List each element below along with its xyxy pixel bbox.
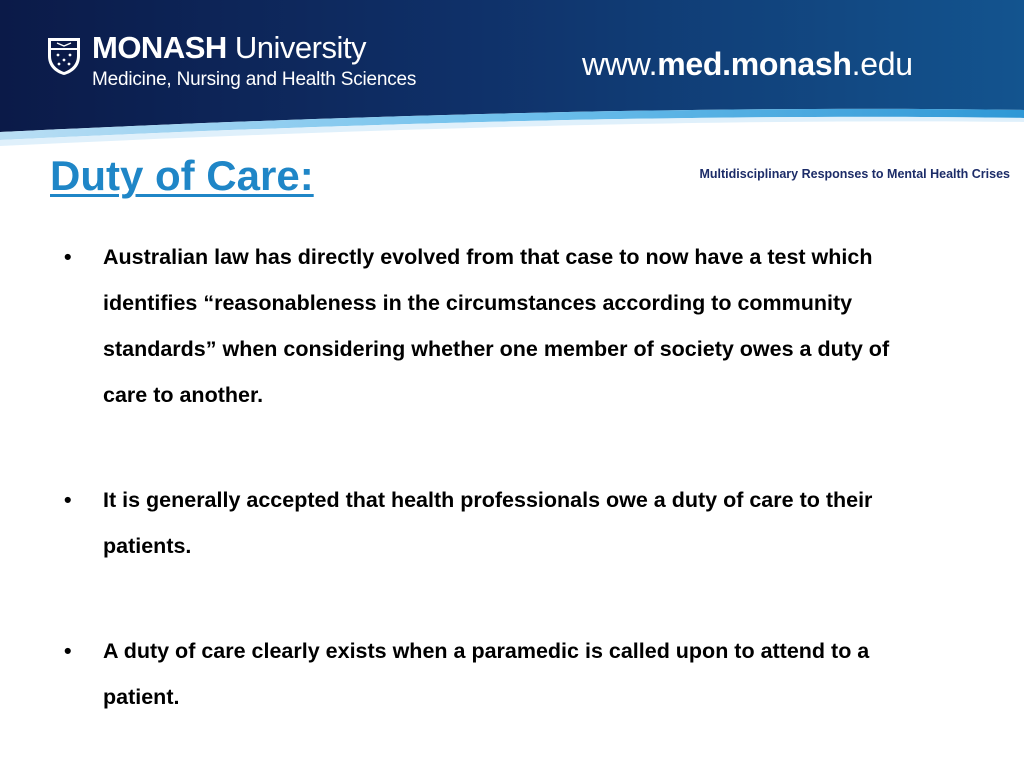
list-item — [60, 628, 895, 720]
bullet-text: A duty of care clearly exists when a paramedic is called upon to attend to a patient. — [103, 639, 870, 709]
faculty-url[interactable]: www.med.monash.edu — [582, 46, 913, 82]
bullet-text: It is generally accepted that health professionals owe a duty of care to their patients. — [103, 488, 873, 558]
bullet-marker: • — [64, 488, 72, 512]
header-banner — [0, 0, 1024, 150]
bullet-text: Australian law has directly evolved from that case to now have a test which identifies “reasonableness in the circumstances according to community standards” when considering whether one member of society owes a duty of care to another. — [103, 245, 890, 407]
list-item — [60, 234, 895, 418]
crest-icon — [46, 36, 82, 76]
list-item — [60, 477, 895, 569]
slide-subtitle: Multidisciplinary Responses to Mental Health Crises — [699, 167, 1010, 181]
bullet-list — [60, 234, 895, 720]
university-name: MONASH University — [92, 30, 366, 65]
bullet-marker: • — [64, 639, 72, 663]
slide-title: Duty of Care: — [50, 152, 314, 199]
university-logo[interactable] — [92, 30, 416, 91]
faculty-name: Medicine, Nursing and Health Sciences — [92, 69, 417, 90]
bullet-marker: • — [64, 245, 72, 269]
